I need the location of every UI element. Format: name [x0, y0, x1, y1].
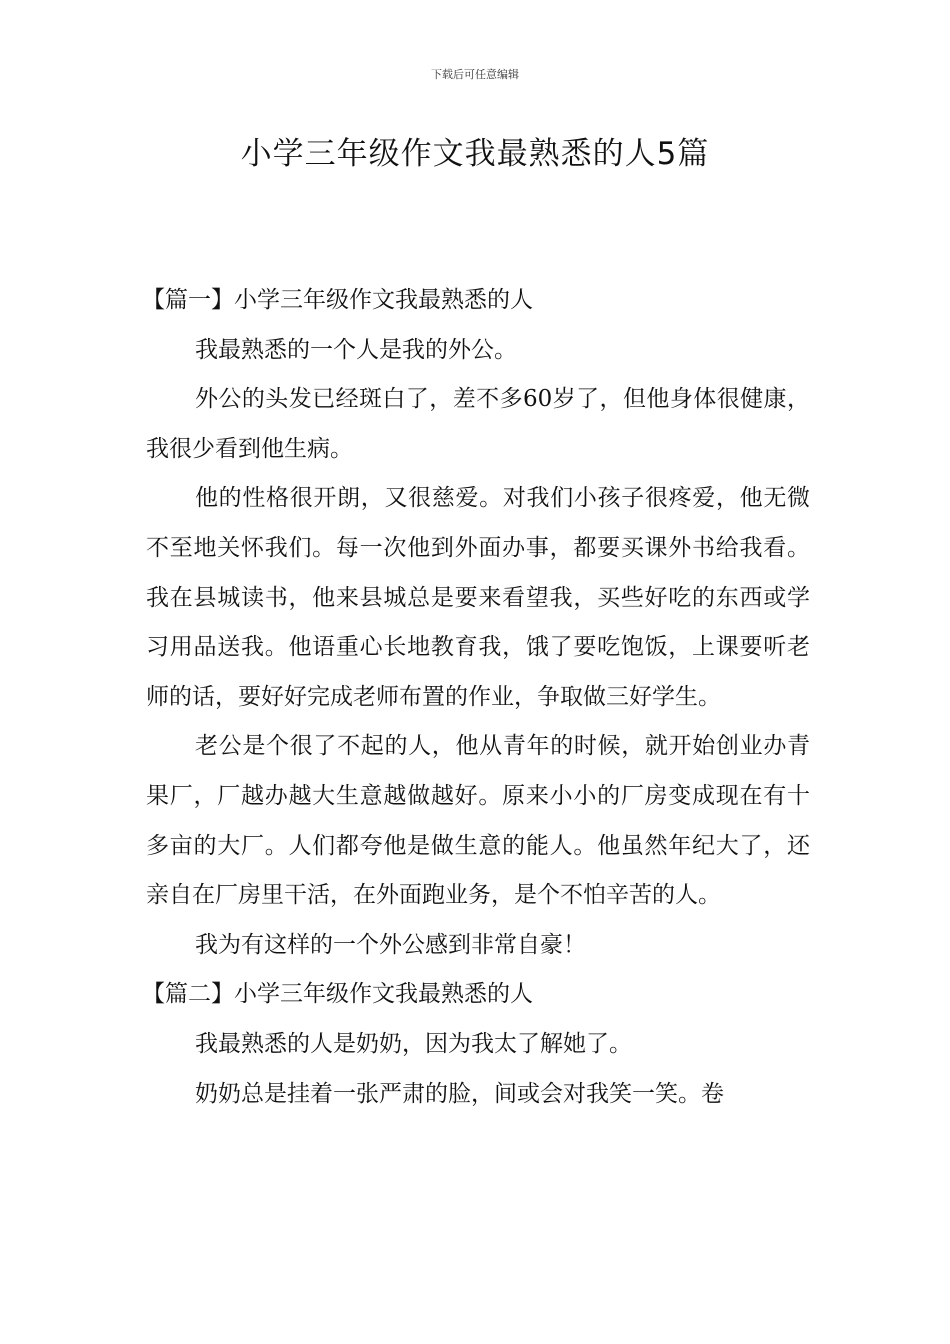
paragraph: 他的性格很开朗，又很慈爱。对我们小孩子很疼爱，他无微不至地关怀我们。每一次他到外面办事，都要买课外书给我看。我在县城读书，他来县城总是要来看望我，买些好吃的东西或学习用品送我。他语重心长地教育我，饿了要吃饱饭，上课要听老师的话，要好好完成老师布置的作业，争取做三好学生。 — [146, 485, 810, 710]
paragraph: 老公是个很了不起的人，他从青年的时候，就开始创业办青果厂，厂越办越大生意越做越好。原来小小的厂房变成现在有十多亩的大厂。人们都夸他是做生意的能人。他虽然年纪大了，还亲自在厂房里干活，在外面跑业务，是个不怕辛苦的人。 — [146, 733, 810, 909]
section-heading-1: 【篇一】小学三年级作文我最熟悉的人 — [142, 287, 533, 313]
page-header-note: 下载后可任意编辑 — [431, 68, 519, 81]
document-title: 小学三年级作文我最熟悉的人5篇 — [240, 136, 710, 172]
paragraph: 我为有这样的一个外公感到非常自豪！ — [195, 931, 586, 958]
paragraph: 外公的头发已经斑白了，差不多60岁了，但他身体很健康，我很少看到他生病。 — [146, 386, 810, 462]
document-body — [142, 276, 810, 1119]
section-heading-2: 【篇二】小学三年级作文我最熟悉的人 — [142, 981, 533, 1008]
paragraph: 奶奶总是挂着一张严肃的脸，间或会对我笑一笑。卷 — [195, 1080, 724, 1107]
paragraph: 我最熟悉的人是奶奶，因为我太了解她了。 — [195, 1030, 632, 1057]
paragraph: 我最熟悉的一个人是我的外公。 — [195, 336, 517, 363]
